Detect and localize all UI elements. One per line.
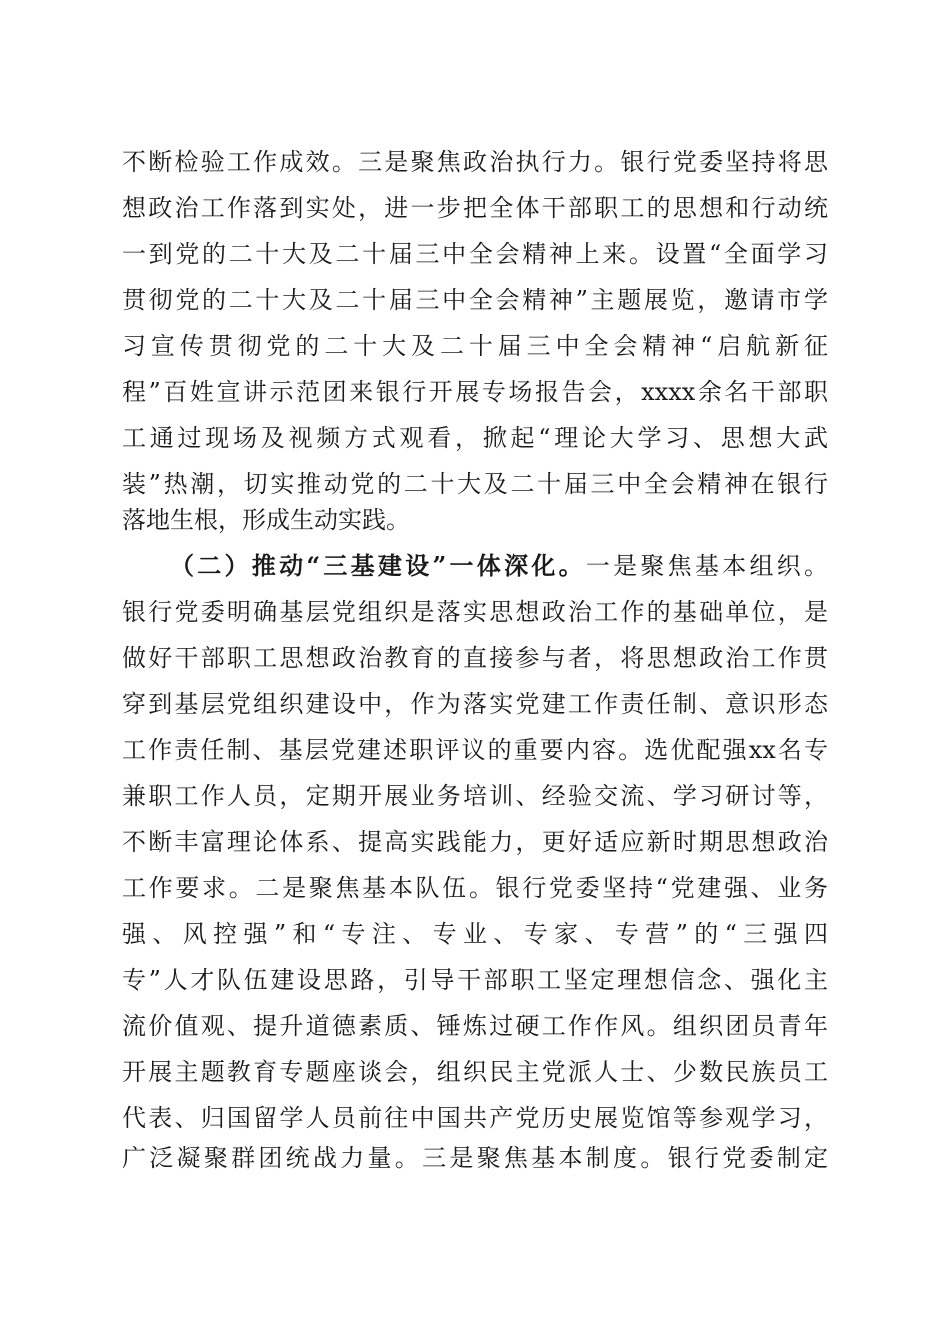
section-heading-rest: 一是聚焦基本组织。 <box>585 552 829 580</box>
text-line: 强、风控强”和“专注、专业、专家、专营”的“三强四 <box>122 920 828 948</box>
text-line: 落地生根，形成生动实践。 <box>122 506 410 534</box>
section-heading-line <box>170 546 828 586</box>
text-line: 银行党委明确基层党组织是落实思想政治工作的基础单位，是 <box>122 598 828 626</box>
text-line: 工通过现场及视频方式观看，掀起“理论大学习、思想大武 <box>122 424 828 452</box>
text-line: 程”百姓宣讲示范团来银行开展专场报告会，xxxx余名干部职 <box>122 378 828 406</box>
text-line: 专”人才队伍建设思路，引导干部职工坚定理想信念、强化主 <box>122 966 828 994</box>
text-line: 开展主题教育专题座谈会，组织民主党派人士、少数民族员工 <box>122 1058 828 1086</box>
section-heading: （二）推动“三基建设”一体深化。 <box>170 551 586 580</box>
text-line: 不断丰富理论体系、提高实践能力，更好适应新时期思想政治 <box>122 828 828 856</box>
text-line: 兼职工作人员，定期开展业务培训、经验交流、学习研讨等， <box>122 782 828 810</box>
text-line: 贯彻党的二十大及二十届三中全会精神”主题展览，邀请市学 <box>122 286 828 314</box>
text-line: 广泛凝聚群团统战力量。三是聚焦基本制度。银行党委制定 <box>122 1144 828 1172</box>
text-line: 工作责任制、基层党建述职评议的重要内容。选优配强xx名专 <box>122 736 828 764</box>
text-line: 穿到基层党组织建设中，作为落实党建工作责任制、意识形态 <box>122 690 828 718</box>
text-line: 装”热潮，切实推动党的二十大及二十届三中全会精神在银行 <box>122 470 828 498</box>
text-line: 流价值观、提升道德素质、锤炼过硬工作作风。组织团员青年 <box>122 1012 828 1040</box>
text-line: 习宣传贯彻党的二十大及二十届三中全会精神“启航新征 <box>122 332 828 360</box>
text-line: 工作要求。二是聚焦基本队伍。银行党委坚持“党建强、业务 <box>122 874 828 902</box>
text-line: 代表、归国留学人员前往中国共产党历史展览馆等参观学习， <box>122 1104 828 1132</box>
text-line: 不断检验工作成效。三是聚焦政治执行力。银行党委坚持将思 <box>122 148 828 176</box>
text-line: 做好干部职工思想政治教育的直接参与者，将思想政治工作贯 <box>122 644 828 672</box>
text-line: 一到党的二十大及二十届三中全会精神上来。设置“全面学习 <box>122 240 828 268</box>
text-line: 想政治工作落到实处，进一步把全体干部职工的思想和行动统 <box>122 194 828 222</box>
